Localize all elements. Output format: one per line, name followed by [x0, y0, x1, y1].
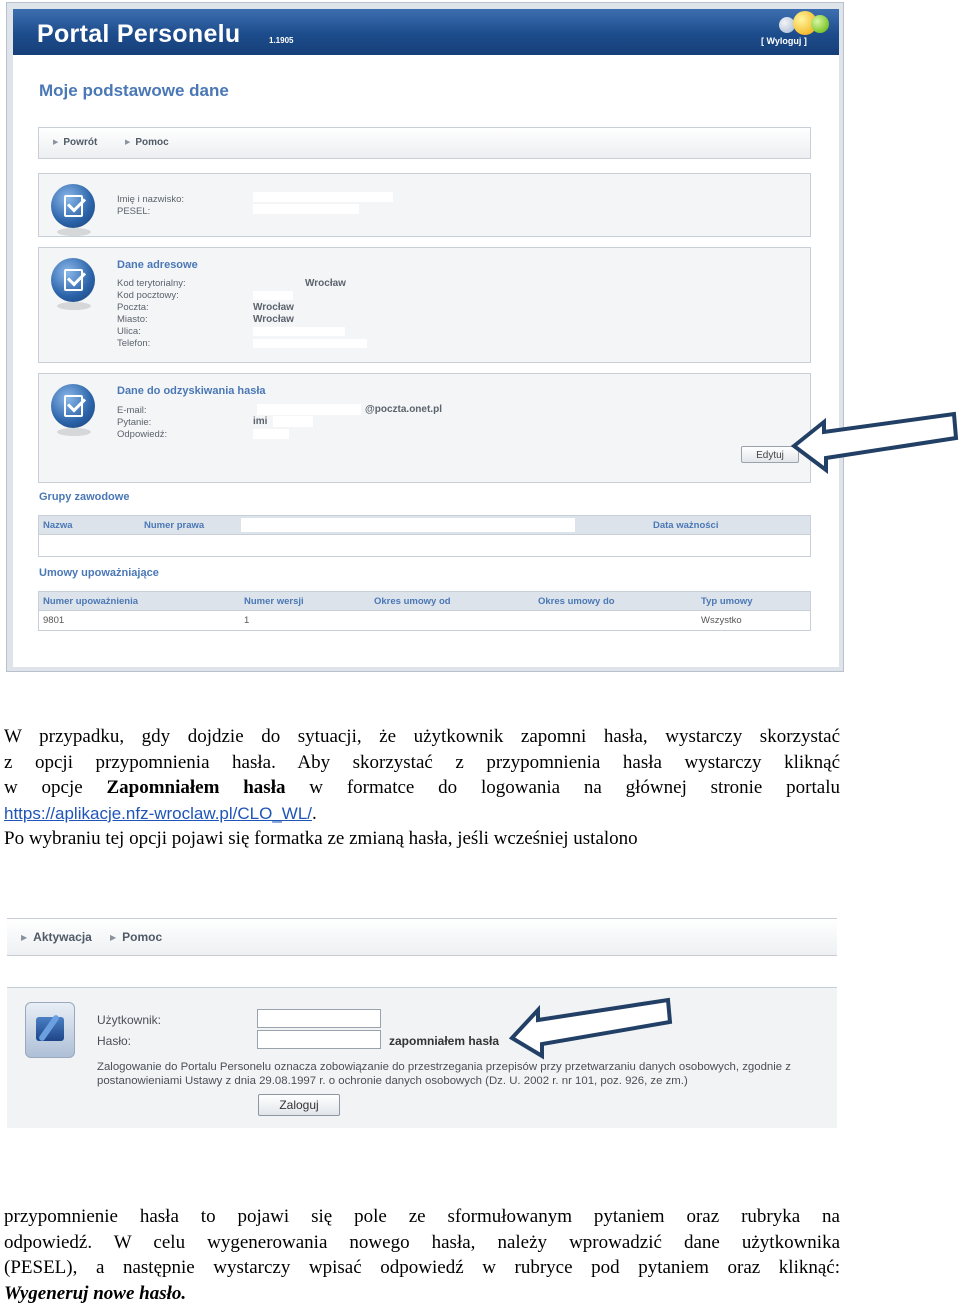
- paragraph-2: Po wybraniu tej opcji pojawi się formatka ze zmianą hasła, jeśli wcześniej ustalono: [4, 828, 638, 849]
- email-label: E-mail:: [117, 405, 147, 416]
- arrow-left-icon: [790, 408, 960, 472]
- contracts-col-type[interactable]: Typ umowy: [701, 596, 753, 607]
- city-label: Miasto:: [117, 314, 148, 325]
- territory-value: Wrocław: [305, 278, 346, 289]
- street-label: Ulica:: [117, 326, 141, 337]
- generate-password-label: Wygeneruj nowe hasło.: [4, 1283, 187, 1304]
- help-link[interactable]: ▶ Pomoc: [125, 137, 169, 148]
- portal-version: 1.1905: [269, 36, 294, 45]
- contracts-col-number[interactable]: Numer upoważnienia: [43, 596, 139, 607]
- phone-label: Telefon:: [117, 338, 151, 349]
- city-value: Wrocław: [253, 314, 294, 325]
- contracts-col-version[interactable]: Numer wersji: [244, 596, 304, 607]
- recovery-heading: Dane do odzyskiwania hasła: [117, 385, 266, 397]
- notice-line-2: postanowieniami Ustawy z dnia 29.08.1997 r. o ochronie danych osobowych (Dz. U. 2002 r. nr 101, poz. 926, ze zm.): [97, 1075, 688, 1087]
- p3-line-3: (PESEL), a następnie wystarczy wpisać odpowiedź w rubryce pod pytaniem oraz kliknąć:: [4, 1257, 840, 1279]
- redacted-email: [257, 404, 361, 415]
- intro-line-2: z opcji przypomnienia hasła. Aby skorzystać z przypomnienia hasła wystarczy kliknąć: [4, 751, 840, 773]
- arrow-left-icon: [508, 996, 674, 1058]
- login-pen-icon: [25, 1002, 75, 1058]
- contracts-heading: Umowy upoważniające: [39, 567, 159, 579]
- territory-label: Kod terytorialny:: [117, 278, 186, 289]
- password-input[interactable]: [257, 1030, 381, 1049]
- back-link[interactable]: ▶ Powrót: [53, 137, 97, 148]
- answer-label: Odpowiedź:: [117, 429, 168, 440]
- privacy-notice: [97, 1060, 837, 1088]
- intro-line-3: w opcje Zapomniałem hasła w formatce do logowania na głównej stronie portalu: [4, 777, 840, 799]
- question-value: imi: [253, 416, 268, 427]
- redacted-dates: [309, 615, 639, 626]
- email-domain: @poczta.onet.pl: [365, 404, 442, 415]
- personal-data-panel: [38, 173, 811, 237]
- notice-line-1: Zalogowanie do Portalu Personelu oznacza zobowiązanie do przestrzegania przepisów przy przetwarzaniu danych osobowych, zgodnie z: [97, 1061, 791, 1073]
- post-office-value: Wrocław: [253, 302, 294, 313]
- contract-version: 1: [244, 615, 250, 626]
- postcode-label: Kod pocztowy:: [117, 290, 179, 301]
- contract-number: 9801: [43, 615, 65, 626]
- groups-heading: Grupy zawodowe: [39, 491, 130, 503]
- redacted-answer: [253, 429, 289, 439]
- redacted-postcode: [253, 291, 293, 300]
- portal-title: Portal Personelu: [37, 20, 241, 48]
- contracts-col-from[interactable]: Okres umowy od: [374, 596, 451, 607]
- paragraph-3: [4, 1204, 840, 1281]
- generate-password-instruction: [4, 1281, 840, 1307]
- forgot-password-option: Zapomniałem hasła: [106, 777, 286, 799]
- intro-link-line: https://aplikacje.nfz-wroclaw.pl/CLO_WL/.: [4, 803, 317, 824]
- forgot-password-link[interactable]: zapomniałem hasła: [389, 1034, 500, 1048]
- login-button[interactable]: Zaloguj: [258, 1094, 340, 1116]
- address-heading: Dane adresowe: [117, 259, 198, 271]
- groups-table-row: [38, 535, 811, 557]
- edit-button[interactable]: Edytuj: [741, 446, 799, 463]
- user-label: Użytkownik:: [97, 1013, 162, 1027]
- activation-link[interactable]: ▶ Aktywacja: [21, 930, 92, 944]
- logout-link[interactable]: [ Wyloguj ]: [761, 36, 807, 46]
- checklist-icon: [51, 258, 95, 302]
- user-input[interactable]: [257, 1009, 381, 1028]
- checklist-icon: [51, 184, 95, 228]
- groups-table-header: [38, 515, 811, 535]
- contract-type: Wszystko: [701, 615, 742, 626]
- portal-header: [13, 9, 839, 55]
- recovery-panel: [38, 373, 811, 483]
- help-link[interactable]: ▶ Pomoc: [110, 930, 162, 944]
- redacted-phone: [253, 339, 367, 348]
- password-label: Hasło:: [97, 1034, 132, 1048]
- login-toolbar: [7, 918, 837, 956]
- portal-content: [13, 55, 839, 667]
- checklist-icon: [51, 384, 95, 428]
- groups-col-name[interactable]: Nazwa: [43, 520, 73, 531]
- intro-paragraph: [4, 724, 840, 801]
- login-panel: [7, 987, 837, 1128]
- portal-url-link[interactable]: https://aplikacje.nfz-wroclaw.pl/CLO_WL/: [4, 804, 313, 823]
- post-office-label: Poczta:: [117, 302, 149, 313]
- groups-col-validity[interactable]: Data ważności: [653, 520, 719, 531]
- p3-line-1: przypomnienie hasła to pojawi się pole ze sformułowanym pytaniem oraz rubryka na: [4, 1206, 840, 1227]
- redacted-name: [253, 192, 393, 202]
- groups-col-number[interactable]: Numer prawa: [144, 520, 205, 531]
- name-label: Imię i nazwisko:: [117, 194, 185, 205]
- redacted-question: [273, 416, 313, 427]
- p3-line-2: odpowiedź. W celu wygenerowania nowego hasła, należy wprowadzić dane użytkownika: [4, 1231, 840, 1253]
- redacted-pesel: [253, 204, 359, 214]
- question-label: Pytanie:: [117, 417, 152, 428]
- redacted-street: [253, 327, 345, 336]
- page-title: Moje podstawowe dane: [39, 81, 229, 100]
- intro-line-1: W przypadku, gdy dojdzie do sytuacji, że użytkownik zapomni hasła, wystarczy skorzystać: [4, 726, 840, 747]
- address-panel: [38, 247, 811, 363]
- pesel-label: PESEL:: [117, 206, 151, 217]
- portal-screenshot: [6, 2, 844, 672]
- contracts-table-header: [38, 591, 811, 611]
- contracts-col-to[interactable]: Okres umowy do: [538, 596, 615, 607]
- table-row[interactable]: [38, 611, 811, 631]
- portal-toolbar: [38, 127, 811, 159]
